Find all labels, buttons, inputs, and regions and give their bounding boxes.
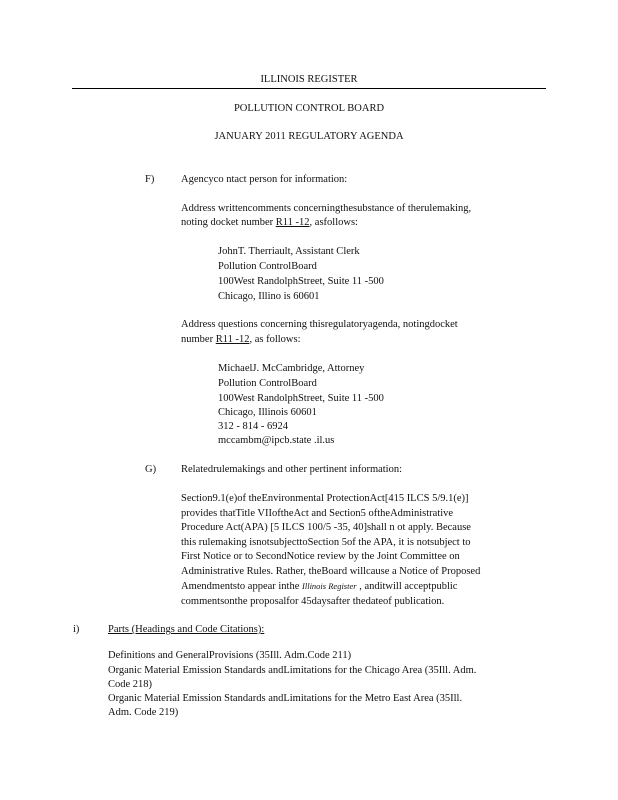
section-i-marker: i)	[73, 624, 80, 635]
agenda-title: JANUARY 2011 REGULATORY AGENDA	[214, 131, 404, 142]
paragraph-line: this rulemaking isnotsubjecttoSection 5of the APA, it is notsubject to	[181, 537, 471, 548]
written-comments-line1: Address writtencomments concerningthesubstance of therulemaking,	[181, 203, 472, 214]
contact-1-name: JohnT. Therriault, Assistant Clerk	[218, 246, 360, 257]
docket-number-link: R11 -12	[275, 217, 310, 228]
questions-line2	[181, 333, 301, 346]
amendments-suffix: , anditwill acceptpublic	[356, 581, 458, 592]
written-comments-suffix: , asfollows:	[309, 217, 358, 228]
illinois-register-title: Illinois Register	[302, 581, 357, 591]
contact-2-street: 100West RandolphStreet, Suite 11 -500	[218, 393, 384, 404]
paragraph-line: commentsonthe proposalfor 45daysafter thedateof publication.	[181, 596, 445, 607]
questions-suffix: , as follows:	[249, 334, 301, 345]
section-f-title: Agencyco ntact person for information:	[181, 174, 348, 185]
questions-prefix: number	[181, 334, 216, 345]
paragraph-line: First Notice or to SecondNotice review by the Joint Committee on	[181, 551, 460, 562]
board-title: POLLUTION CONTROL BOARD	[233, 103, 385, 114]
written-comments-line2	[181, 216, 358, 229]
register-title: ILLINOIS REGISTER	[260, 74, 358, 85]
paragraph-line	[181, 580, 457, 593]
part-item-3: Organic Material Emission Standards andLimitations for the Metro East Area (35Ill.	[108, 693, 463, 704]
contact-1-street: 100West RandolphStreet, Suite 11 -500	[218, 276, 384, 287]
part-item-3-cont: Adm. Code 219)	[108, 707, 179, 718]
paragraph-line: Procedure Act(APA) [5 ILCS 100/5 -35, 40]shall n ot apply. Because	[181, 522, 471, 533]
questions-line1: Address questions concerning thisregulatoryagenda, notingdocket	[181, 319, 458, 330]
contact-2-name: MichaelJ. McCambridge, Attorney	[218, 363, 365, 374]
contact-2-org: Pollution ControlBoard	[218, 378, 317, 389]
section-g-title: Relatedrulemakings and other pertinent information:	[181, 464, 403, 475]
contact-1-org: Pollution ControlBoard	[218, 261, 317, 272]
section-g-marker: G)	[145, 464, 157, 475]
paragraph-line: Administrative Rules. Rather, theBoard willcause a Notice of Proposed	[181, 566, 481, 577]
paragraph-line: provides thatTitle VIIoftheAct and Section5 oftheAdministrative	[181, 508, 454, 519]
part-item-2-cont: Code 218)	[108, 679, 153, 690]
section-i-title: Parts (Headings and Code Citations):	[108, 624, 265, 635]
contact-2-phone: 312 - 814 - 6924	[218, 421, 288, 432]
contact-2-email: mccambm@ipcb.state .il.us	[218, 435, 335, 446]
part-item-2: Organic Material Emission Standards andLimitations for the Chicago Area (35Ill. Adm.	[108, 665, 477, 676]
section-f-marker: F)	[145, 174, 155, 185]
amendments-prefix: Amendmentsto appear inthe	[181, 581, 303, 592]
contact-1-city: Chicago, Illino is 60601	[218, 291, 320, 302]
docket-number-link-2: R11 -12	[215, 334, 250, 345]
part-item-1: Definitions and GeneralProvisions (35Ill. Adm.Code 211)	[108, 650, 352, 661]
header-divider	[72, 88, 546, 89]
paragraph-line: Section9.1(e)of theEnvironmental ProtectionAct[415 ILCS 5/9.1(e)]	[181, 493, 469, 504]
written-comments-prefix: noting docket number	[181, 217, 276, 228]
contact-2-city: Chicago, Illinois 60601	[218, 407, 317, 418]
